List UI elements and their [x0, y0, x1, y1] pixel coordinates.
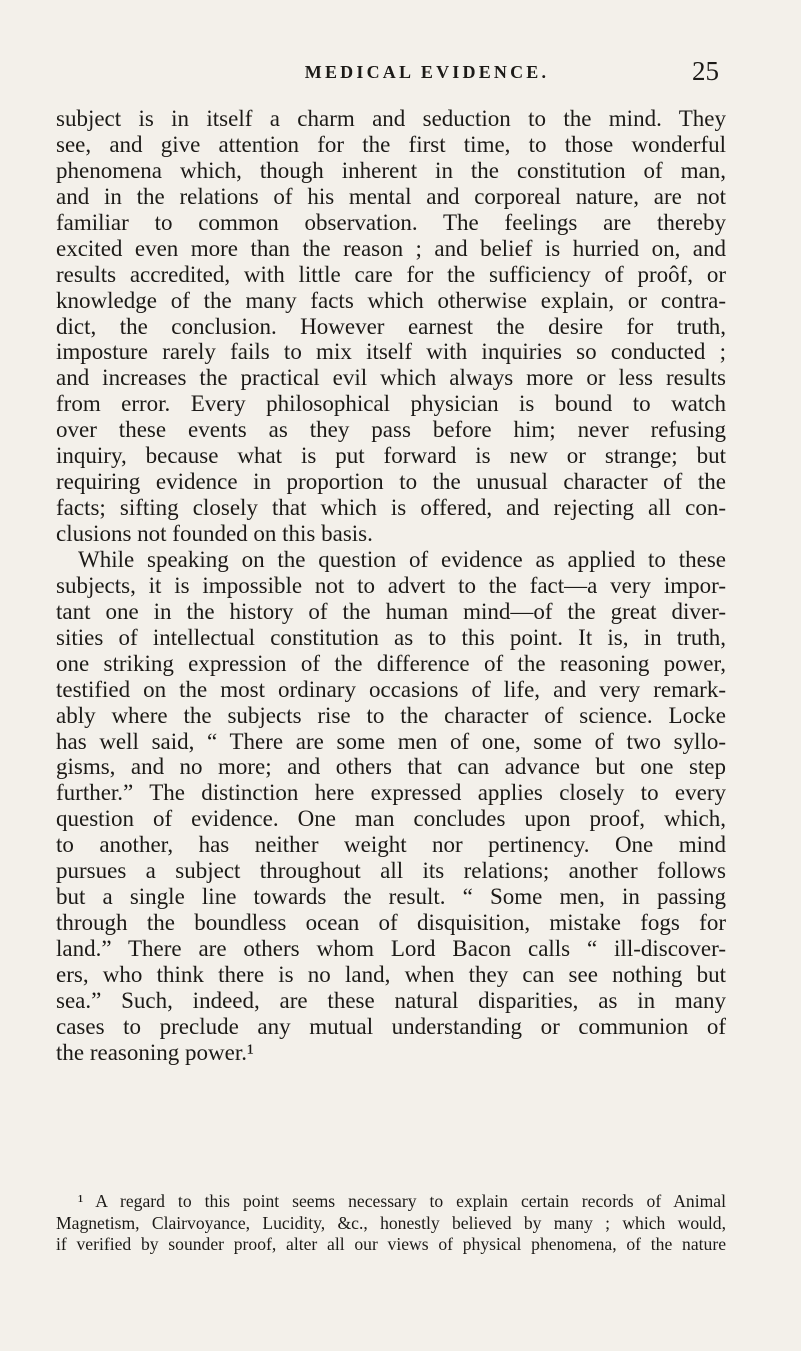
text-line: dict, the conclusion. However earnest the desire for truth, — [56, 313, 726, 339]
text-line: familiar to common observation. The feelings are thereby — [56, 209, 726, 235]
text-line: one striking expression of the difference of the reasoning power, — [56, 650, 726, 676]
text-line: subject is in itself a charm and seduction to the mind. They — [56, 106, 726, 131]
footnote-line: ¹ A regard to this point seems necessary to explain certain records of Animal — [78, 1191, 726, 1211]
text-line: phenomena which, though inherent in the constitution of man, — [56, 157, 726, 183]
text-line: testified on the most ordinary occasions of life, and very remark- — [56, 676, 726, 702]
footnote-line: Magnetism, Clairvoyance, Lucidity, &c., honestly believed by many ; which would, — [56, 1212, 726, 1233]
text-line: imposture rarely fails to mix itself with inquiries so conducted ; — [56, 339, 726, 365]
text-line: subjects, it is impossible not to advert to the fact—a very impor- — [56, 572, 726, 598]
text-line: sea.” Such, indeed, are these natural disparities, as in many — [56, 987, 726, 1013]
paragraph-end-line: clusions not founded on this basis. — [56, 521, 373, 546]
text-line: excited even more than the reason ; and belief is hurried on, and — [56, 235, 726, 261]
text-line: knowledge of the many facts which otherwise explain, or contra- — [56, 287, 726, 313]
text-line: question of evidence. One man concludes upon proof, which, — [56, 806, 726, 832]
text-line: results accredited, with little care for the sufficiency of proôf, or — [56, 261, 726, 287]
footnote — [56, 1191, 726, 1256]
text-line: over these events as they pass before him; never refusing — [56, 417, 726, 443]
text-line: has well said, “ There are some men of one, some of two syllo- — [56, 728, 726, 754]
text-line: pursues a subject throughout all its relations; another follows — [56, 858, 726, 884]
text-line: tant one in the history of the human mind—of the great diver- — [56, 598, 726, 624]
paragraph-start-line: While speaking on the question of evidence as applied to these — [78, 546, 726, 572]
text-line: from error. Every philosophical physician is bound to watch — [56, 391, 726, 417]
text-line: through the boundless ocean of disquisition, mistake fogs for — [56, 910, 726, 936]
text-line: cases to preclude any mutual understanding or communion of — [56, 1013, 726, 1039]
text-line: inquiry, because what is put forward is new or strange; but — [56, 443, 726, 469]
text-line: to another, has neither weight nor pertinency. One mind — [56, 832, 726, 858]
text-line: gisms, and no more; and others that can advance but one step — [56, 754, 726, 780]
running-header — [135, 56, 719, 92]
paragraph-end-line: the reasoning power.¹ — [56, 1039, 254, 1065]
text-line: and increases the practical evil which always more or less results — [56, 365, 726, 391]
text-line: facts; sifting closely that which is offered, and rejecting all con- — [56, 495, 726, 521]
page-number: 25 — [692, 56, 719, 86]
text-line: land.” There are others whom Lord Bacon calls “ ill-discover- — [56, 936, 726, 961]
body-text — [56, 106, 726, 1066]
text-line: ers, who think there is no land, when they can see nothing but — [56, 961, 726, 987]
text-line: sities of intellectual constitution as to this point. It is, in truth, — [56, 624, 726, 650]
footnote-line: if verified by sounder proof, alter all our views of physical phenomena, of the nature — [56, 1234, 726, 1254]
running-title: MEDICAL EVIDENCE. — [304, 62, 550, 82]
text-line: further.” The distinction here expressed applies closely to every — [56, 780, 726, 806]
text-line: ably where the subjects rise to the character of science. Locke — [56, 702, 726, 728]
text-line: but a single line towards the result. “ Some men, in passing — [56, 884, 726, 910]
text-line: and in the relations of his mental and corporeal nature, are not — [56, 183, 726, 209]
text-line: see, and give attention for the first time, to those wonderful — [56, 131, 726, 157]
text-line: requiring evidence in proportion to the unusual character of the — [56, 469, 726, 495]
